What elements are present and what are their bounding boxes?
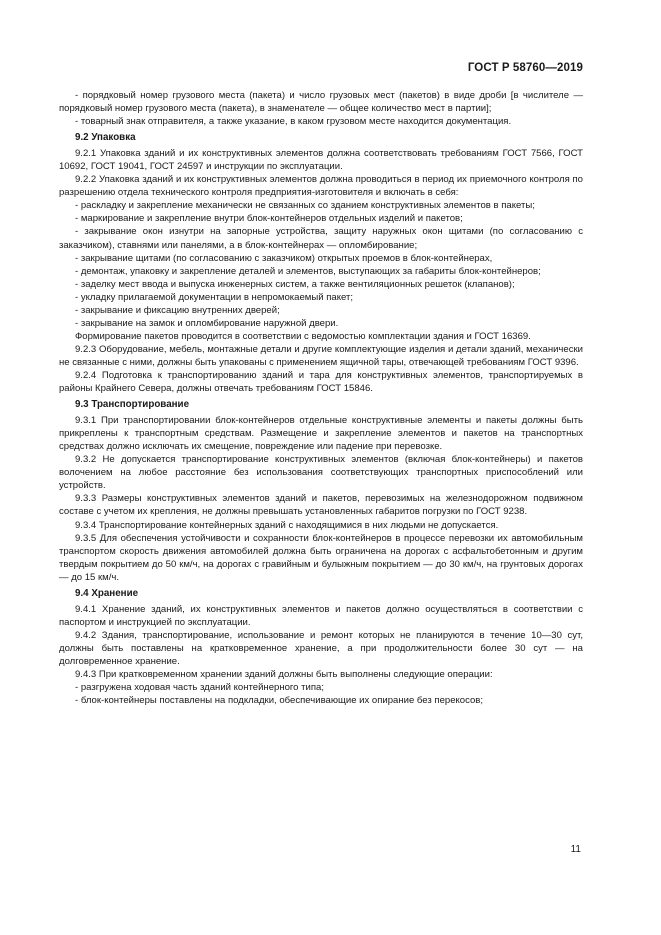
- paragraph: 9.4.3 При кратковременном хранении зданий должны быть выполнены следующие операции:: [75, 669, 493, 681]
- paragraph: 9.2.1 Упаковка зданий и их конструктивных элементов должна соответствовать требованиям ГОСТ 7566, ГОСТ 10692, ГОСТ 19041, ГОСТ 24597 и инструкции по эксплуатации.: [59, 148, 583, 173]
- list-item: - закрывание и фиксацию внутренних дверей;: [75, 304, 280, 316]
- standard-number-header: ГОСТ Р 58760—2019: [467, 62, 583, 74]
- list-item: - закрывание щитами (по согласованию с заказчиком) открытых проемов в блок-контейнерах,: [75, 252, 493, 264]
- section-heading: 9.3 Транспортирование: [75, 399, 190, 411]
- paragraph: 9.3.4 Транспортирование контейнерных зданий с находящимися в них людьми не допускается.: [75, 519, 499, 531]
- list-item: - блок-контейнеры поставлены на подкладки, обеспечивающие их опирание без перекосов;: [75, 695, 484, 707]
- list-item: - заделку мест ввода и выпуска инженерных систем, а также вентиляционных решеток (клапанов);: [75, 278, 515, 290]
- paragraph: 9.4.2 Здания, транспортирование, использование и ремонт которых не планируются в течение 10—30 сут, должны быть поставлены на кратковременное хранение, а при продолжительности более 30 сут — на долговременное хранение.: [59, 629, 583, 667]
- section-heading: 9.4 Хранение: [75, 587, 139, 599]
- paragraph: 9.4.1 Хранение зданий, их конструктивных элементов и пакетов должно осуществляться в соответствии с паспортом и инструкцией по эксплуатации.: [59, 603, 583, 628]
- list-item: - закрывание окон изнутри на запорные устройства, защиту наружных окон щитами (по согласованию с заказчиком), ставнями или панелями, а в блок-контейнерах — опломбирование;: [59, 226, 583, 251]
- document-body: [59, 89, 583, 707]
- section-heading: 9.2 Упаковка: [75, 132, 136, 144]
- list-item: - порядковый номер грузового места (пакета) и число грузовых мест (пакетов) в виде дроби [в числителе — порядковый номер грузового места (пакета), в знаменателе — общее количество мест в партии];: [59, 90, 583, 115]
- paragraph: 9.2.2 Упаковка зданий и их конструктивных элементов должна проводиться в период их приемочного контроля по разрешению отдела технического контроля предприятия-изготовителя и включать в себя:: [59, 174, 583, 199]
- list-item: - маркирование и закрепление внутри блок-контейнеров отдельных изделий и пакетов;: [75, 213, 463, 225]
- paragraph: Формирование пакетов проводится в соответствии с ведомостью комплектации здания и ГОСТ 16369.: [75, 330, 531, 342]
- list-item: - разгружена ходовая часть зданий контейнерного типа;: [75, 682, 324, 694]
- paragraph: 9.3.3 Размеры конструктивных элементов зданий и пакетов, перевозимых на железнодорожном подвижном составе с учетом их крепления, не должны превышать установленных габаритов погрузки по ГОСТ 9238.: [59, 493, 583, 518]
- paragraph: 9.3.2 Не допускается транспортирование конструктивных элементов (включая блок-контейнеры) и пакетов волочением на любое расстояние без использования соответствующих транспортных приспособлений или устройств.: [59, 454, 583, 492]
- paragraph: 9.2.4 Подготовка к транспортированию зданий и тара для конструктивных элементов, транспортируемых в районы Крайнего Севера, должны отвечать требованиям ГОСТ 15846.: [59, 369, 583, 395]
- list-item: - раскладку и закрепление механически не связанных со зданием конструктивных элементов в пакеты;: [75, 200, 535, 212]
- list-item: - товарный знак отправителя, а также указание, в каком грузовом месте находится документация.: [75, 116, 512, 128]
- page-number: 11: [570, 844, 581, 855]
- list-item: - демонтаж, упаковку и закрепление деталей и элементов, выступающих за габариты блок-контейнеров;: [75, 265, 541, 277]
- list-item: - закрывание на замок и опломбирование наружной двери.: [75, 317, 339, 329]
- list-item: - укладку прилагаемой документации в непромокаемый пакет;: [75, 291, 353, 303]
- paragraph: 9.3.5 Для обеспечения устойчивости и сохранности блок-контейнеров в процессе перевозки их автомобильным транспортом скорость движения автомобилей должна быть ограничена на дорогах с асфальтобетонным и другим твердым покрытием до 50 км/ч, на дорогах с гравийным и булыжным покрытием — до 30 км/ч, на грунтовых дорогах — до 15 км/ч.: [59, 532, 583, 583]
- paragraph: 9.3.1 При транспортировании блок-контейнеров отдельные конструктивные элементы и пакеты должны быть прикреплены к транспортным средствам. Размещение и закрепление элементов и пакетов на транспортных средствах должно исключать их смещение, повреждение или падение при перевозке.: [59, 415, 583, 453]
- paragraph: 9.2.3 Оборудование, мебель, монтажные детали и другие комплектующие изделия и детали зданий, механически не связанные с ними, должны быть упакованы с применением ящичной тары, отвечающей требованиям ГОСТ 9396.: [59, 343, 583, 368]
